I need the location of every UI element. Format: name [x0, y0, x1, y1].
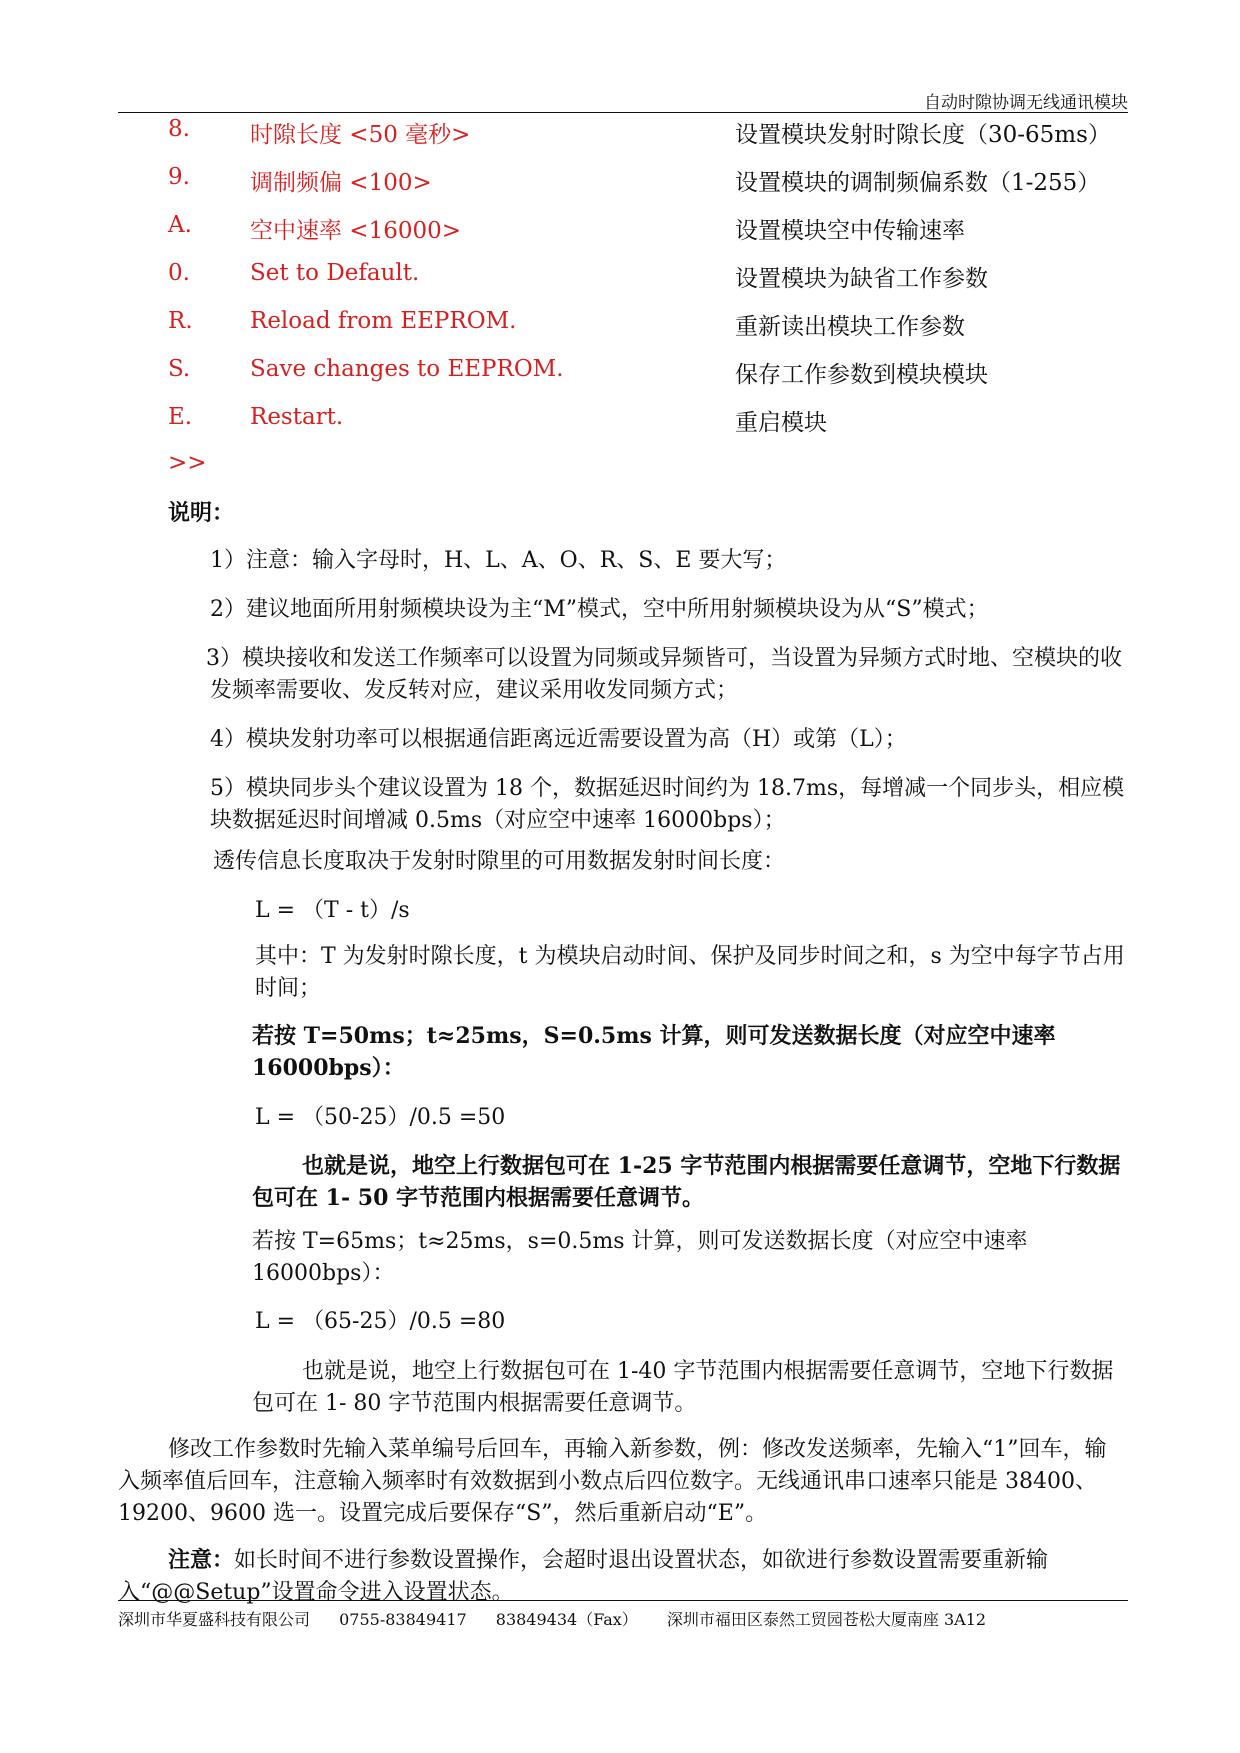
- modify-paragraph: 修改工作参数时先输入菜单编号后回车，再输入新参数，例：修改发送频率，先输入“1”回车，输入频率值后回车，注意输入频率时有效数据到小数点后四位数字。无线通讯串口速率只能是 38400、19200、9600 选一。设置完成后要保存“S”，然后重新启动“E”。: [118, 1437, 1107, 1526]
- menu-row: [0, 404, 1240, 444]
- menu-key: E.: [168, 404, 193, 430]
- case-1: 若按 T=50ms；t≈25ms，S=0.5ms 计算，则可发送数据长度（对应空中速率 16000bps）：: [252, 1023, 1056, 1081]
- formula-2: L = （65-25）/0.5 =80: [255, 1309, 506, 1334]
- transparent-intro: 透传信息长度取决于发射时隙里的可用数据发射时间长度：: [213, 849, 786, 874]
- menu-label: Restart.: [250, 404, 344, 430]
- menu-desc: 设置模块的调制频偏系数（1-255）: [735, 170, 1101, 196]
- footer-phone: 0755-83849417: [339, 1610, 467, 1629]
- note-item: 1）注意：输入字母时，H、L、A、O、R、S、E 要大写；: [210, 548, 787, 573]
- case-2: 若按 T=65ms；t≈25ms，s=0.5ms 计算，则可发送数据长度（对应空中速率 16000bps）：: [252, 1229, 1028, 1286]
- menu-desc: 保存工作参数到模块模块: [735, 362, 988, 388]
- menu-key: 0.: [168, 260, 190, 286]
- result-2: 也就是说，地空上行数据包可在 1-40 字节范围内根据需要任意调节，空地下行数据包可在 1- 80 字节范围内根据需要任意调节。: [252, 1359, 1114, 1416]
- notice-text: 如长时间不进行参数设置操作，会超时退出设置状态，如欲进行参数设置需要重新输入“@@Setup”设置命令进入设置状态。: [118, 1548, 1049, 1605]
- menu-label: Set to Default.: [250, 260, 420, 286]
- footer-address: 深圳市福田区泰然工贸园苍松大厦南座 3A12: [666, 1610, 987, 1629]
- footer-company: 深圳市华夏盛科技有限公司: [118, 1610, 311, 1629]
- page-header: [118, 86, 1128, 113]
- menu-label: 时隙长度 <50 毫秒>: [250, 122, 471, 148]
- menu-label: 空中速率 <16000>: [250, 218, 462, 244]
- note-item: 2）建议地面所用射频模块设为主“M”模式，空中所用射频模块设为从“S”模式；: [210, 597, 989, 622]
- formula-1: L = （50-25）/0.5 =50: [255, 1105, 506, 1130]
- menu-row: [0, 308, 1240, 348]
- formula-explain: 其中：T 为发射时隙长度，t 为模块启动时间、保护及同步时间之和，s 为空中每字节占用时间；: [255, 944, 1125, 1001]
- menu-label: Reload from EEPROM.: [250, 308, 517, 334]
- menu-key: A.: [168, 212, 192, 238]
- menu-row: [0, 164, 1240, 204]
- menu-key: 8.: [168, 116, 190, 142]
- formula: L = （T - t）/s: [255, 898, 410, 923]
- menu-key: R.: [168, 308, 193, 334]
- menu-row: [0, 260, 1240, 300]
- menu-row: [0, 116, 1240, 156]
- prompt-symbol: >>: [168, 450, 207, 476]
- menu-label: Save changes to EEPROM.: [250, 356, 564, 382]
- menu-desc: 重新读出模块工作参数: [735, 314, 965, 340]
- header-title: 自动时隙协调无线通讯模块: [924, 93, 1128, 113]
- menu-row: [0, 356, 1240, 396]
- menu-desc: 设置模块为缺省工作参数: [735, 266, 988, 292]
- notice-label: 注意：: [168, 1547, 235, 1573]
- note-item: 3）模块接收和发送工作频率可以设置为同频或异频皆可，当设置为异频方式时地、空模块的收发频率需要收、发反转对应，建议采用收发同频方式；: [206, 646, 1123, 703]
- menu-desc: 设置模块发射时隙长度（30-65ms）: [735, 122, 1111, 148]
- menu-key: 9.: [168, 164, 190, 190]
- menu-desc: 设置模块空中传输速率: [735, 218, 965, 244]
- notes-heading: 说明：: [168, 500, 235, 526]
- menu-key: S.: [168, 356, 191, 382]
- page-footer: [118, 1600, 1128, 1630]
- menu-desc: 重启模块: [735, 410, 827, 436]
- result-1: 也就是说，地空上行数据包可在 1-25 字节范围内根据需要任意调节，空地下行数据包可在 1- 50 字节范围内根据需要任意调节。: [252, 1153, 1121, 1211]
- menu-row: [0, 212, 1240, 252]
- footer-fax: 83849434（Fax）: [495, 1610, 638, 1629]
- menu-label: 调制频偏 <100>: [250, 170, 432, 196]
- note-item: 5）模块同步头个建议设置为 18 个，数据延迟时间约为 18.7ms，每增减一个同步头，相应模块数据延迟时间增减 0.5ms（对应空中速率 16000bps）；: [210, 776, 1125, 833]
- note-item: 4）模块发射功率可以根据通信距离远近需要设置为高（H）或第（L）；: [210, 727, 907, 752]
